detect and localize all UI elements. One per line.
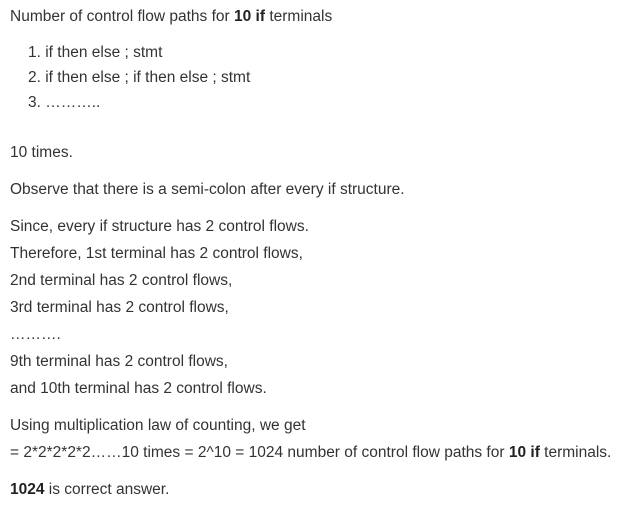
explanation-line: 2nd terminal has 2 control flows, [10, 272, 233, 289]
explanation-line: Therefore, 1st terminal has 2 control flows, [10, 245, 303, 262]
list-item: 2. if then else ; if then else ; stmt [28, 69, 251, 86]
list-item: 1. if then else ; stmt [28, 44, 163, 61]
conclusion-suffix: is correct answer. [44, 481, 170, 498]
conclusion-bold: 1024 [10, 481, 45, 498]
heading-suffix: terminals [265, 8, 333, 25]
explanation-line: and 10th terminal has 2 control flows. [10, 380, 267, 397]
explanation-line: Since, every if structure has 2 control flows. [10, 218, 309, 235]
formula-suffix: terminals. [539, 444, 612, 461]
formula-line [10, 443, 611, 463]
answer-times: 10 times. [10, 144, 73, 161]
explanation-line: 9th terminal has 2 control flows, [10, 353, 228, 370]
law-text: Using multiplication law of counting, we get [10, 417, 306, 434]
formula-bold: 10 if [508, 444, 540, 461]
explanation-line: 3rd terminal has 2 control flows, [10, 299, 229, 316]
list-item: 3. ……….. [28, 94, 101, 111]
observation-text: Observe that there is a semi-colon after every if structure. [10, 181, 405, 198]
heading-bold: 10 if [234, 8, 266, 25]
formula-prefix: = 2*2*2*2*2……10 times = 2^10 = 1024 number of control flow paths for [10, 444, 509, 461]
question-heading [10, 7, 332, 27]
explanation-line: ………. [10, 326, 61, 343]
heading-prefix: Number of control flow paths for [10, 8, 234, 25]
conclusion-line [10, 480, 169, 500]
